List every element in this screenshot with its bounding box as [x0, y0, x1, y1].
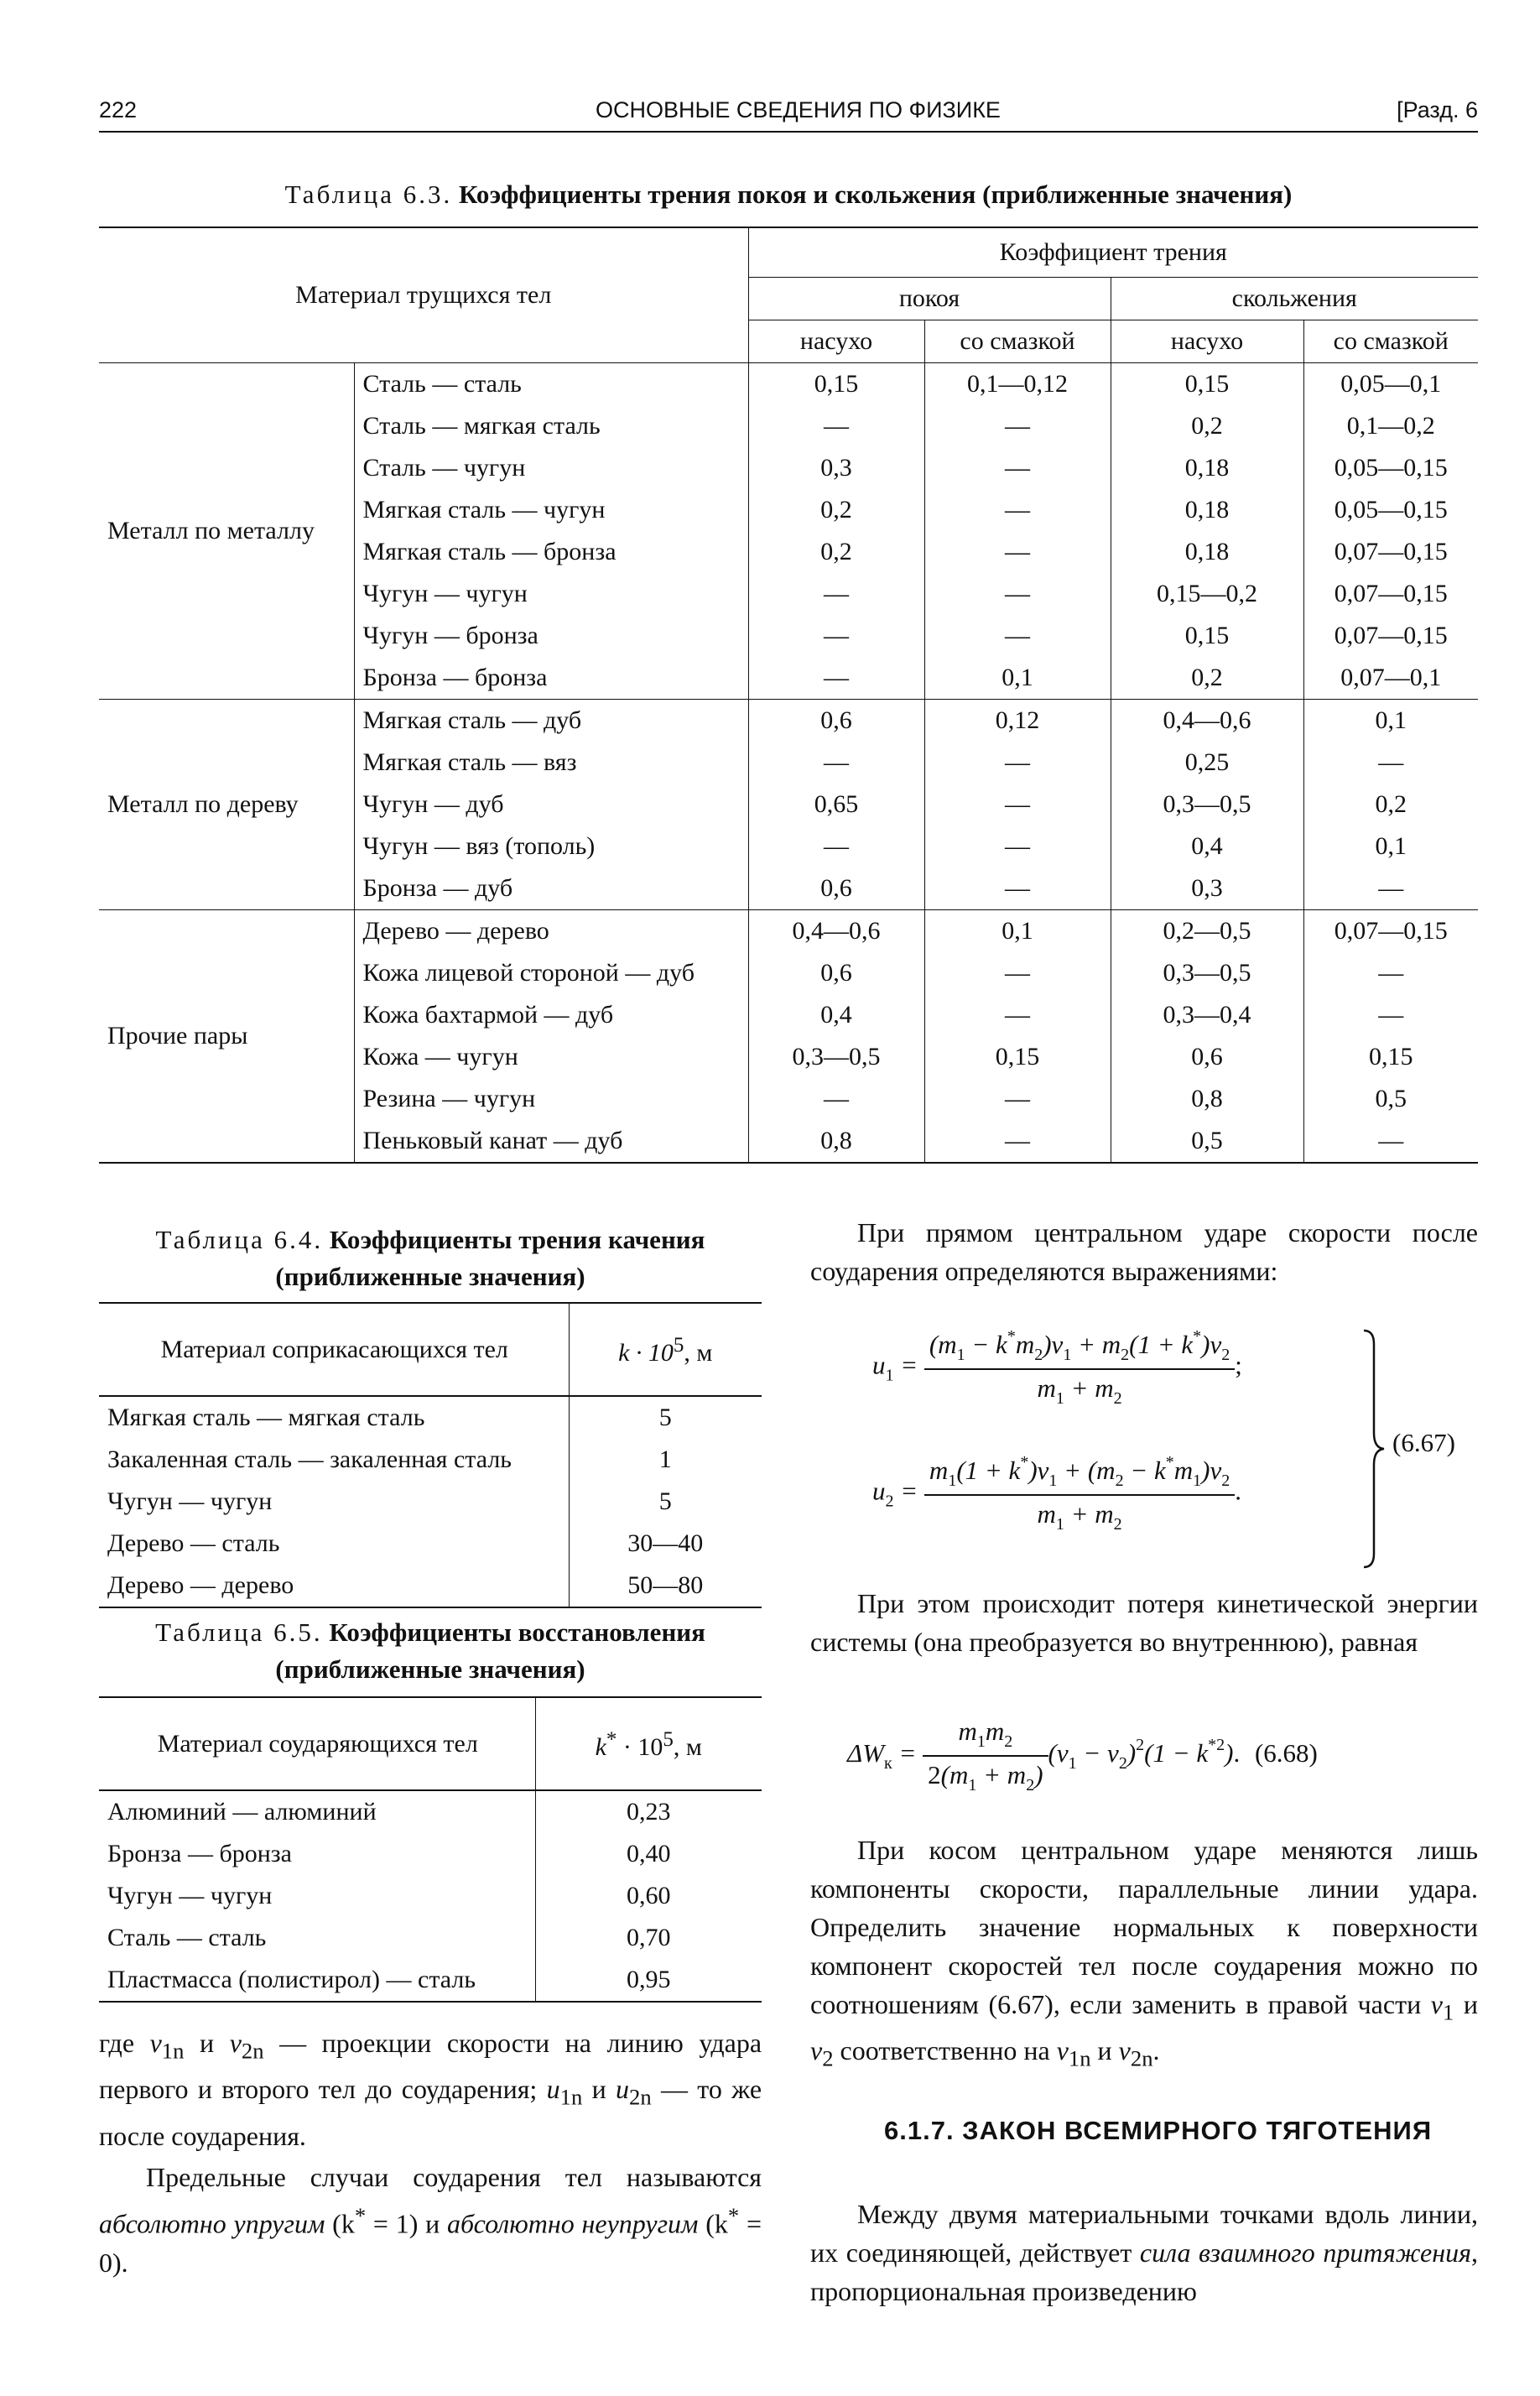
material-pair: Дерево — дерево — [99, 1565, 569, 1607]
material-pair: Сталь — чугун — [354, 447, 748, 489]
coef-value: 0,2 — [1111, 657, 1303, 700]
coef-value: — — [924, 615, 1111, 657]
coef-value: 0,3—0,4 — [1111, 994, 1303, 1036]
coef-value: — — [924, 826, 1111, 867]
material-pair: Пластмасса (полистирол) — сталь — [99, 1959, 535, 2002]
rolling-friction-body — [99, 1396, 762, 1607]
coef-value: 0,8 — [748, 1120, 924, 1163]
coef-value: 0,2 — [1111, 405, 1303, 447]
coef-value: 0,6 — [748, 700, 924, 742]
coef-value: 0,15 — [748, 363, 924, 406]
coef-value: — — [1303, 1120, 1478, 1163]
col-value-unit: , м — [673, 1733, 702, 1761]
coef-value: 0,15 — [924, 1036, 1111, 1078]
italic-term: абсолютно неупругим — [446, 2208, 699, 2239]
eq-6-67-label: (6.67) — [1392, 1428, 1455, 1457]
coef-value: — — [1303, 952, 1478, 994]
material-pair: Мягкая сталь — дуб — [354, 700, 748, 742]
coef-value: — — [748, 405, 924, 447]
coef-value: 0,60 — [627, 1882, 671, 1909]
material-pair: Мягкая сталь — бронза — [354, 531, 748, 573]
energy-loss-paragraph: При этом происходит потеря кинетической энергии системы (она преобразуется во внутреннюю), равная — [810, 1588, 1478, 1657]
coef-value: 0,2 — [748, 489, 924, 531]
coef-value: 0,05—0,1 — [1303, 363, 1478, 406]
oblique-impact-paragraph — [810, 1831, 1478, 2078]
coef-value: 0,15—0,2 — [1111, 573, 1303, 615]
table-row — [99, 910, 1478, 953]
gravity-paragraph — [810, 2195, 1478, 2310]
col-material: Материал соударяющихся тел — [99, 1697, 535, 1790]
table-row — [99, 1959, 762, 2002]
italic-term: сила взаимного притяжения — [1139, 2237, 1472, 2268]
friction-table-body — [99, 227, 1478, 1163]
text: где — [99, 2028, 150, 2058]
symbol-v: v — [1118, 2035, 1131, 2066]
coef-value: — — [924, 784, 1111, 826]
material-pair: Чугун — чугун — [354, 573, 748, 615]
col-rest: покоя — [748, 278, 1111, 320]
header-rule — [99, 131, 1478, 133]
text: = 1) и — [366, 2208, 447, 2239]
table-row — [99, 1875, 762, 1917]
coef-value: 0,40 — [627, 1840, 671, 1867]
coef-value: 0,18 — [1111, 489, 1303, 531]
subscript: 1n — [559, 2084, 583, 2110]
table-row — [99, 363, 1478, 406]
coef-value: 0,05—0,15 — [1303, 447, 1478, 489]
col-value — [535, 1697, 762, 1790]
symbol-v: v — [1056, 2035, 1069, 2066]
material-pair: Бронза — бронза — [354, 657, 748, 700]
material-pair: Бронза — дуб — [354, 867, 748, 910]
coef-value: 0,18 — [1111, 447, 1303, 489]
col-value-unit: , м — [684, 1339, 713, 1367]
coef-value: 0,6 — [1111, 1036, 1303, 1078]
coef-value: 0,15 — [1111, 615, 1303, 657]
coef-value: — — [924, 952, 1111, 994]
coef-value: 0,1—0,12 — [924, 363, 1111, 406]
limit-cases-paragraph — [99, 2158, 762, 2282]
group-label: Металл по дереву — [99, 700, 354, 910]
col-rest-dry: насухо — [748, 320, 924, 363]
coef-value: 1 — [658, 1445, 672, 1473]
text: Между двумя материальными точками вдоль линии, их соединяющей, действует — [810, 2199, 1478, 2268]
text: — проекции скорости на линию удара первого и второго тел до соударения; — [99, 2028, 762, 2105]
subscript: 1n — [161, 2038, 185, 2064]
restitution-table — [99, 1696, 762, 2003]
col-value-exp: 5 — [663, 1728, 674, 1751]
coef-value: 0,2 — [748, 531, 924, 573]
text: При косом центральном ударе меняются лишь компоненты скорости, параллельные линии удара. Определить значение нормальных к поверхности компонент скоростей тел после соударения можно по соотношениям (6.67), если заменить в правой части — [810, 1835, 1478, 2019]
coef-value: — — [924, 573, 1111, 615]
col-slide-dry: насухо — [1111, 320, 1303, 363]
italic-term: абсолютно упругим — [99, 2208, 325, 2239]
col-material: Материал соприкасающихся тел — [99, 1303, 569, 1396]
coef-value: 0,15 — [1111, 363, 1303, 406]
coef-value: — — [924, 447, 1111, 489]
caption-label: Таблица 6.5. — [155, 1617, 323, 1647]
coef-value: 0,1 — [1303, 700, 1478, 742]
coef-value: 0,07—0,15 — [1303, 531, 1478, 573]
coef-value: 0,25 — [1111, 742, 1303, 784]
material-pair: Мягкая сталь — вяз — [354, 742, 748, 784]
text: и — [582, 2074, 617, 2105]
coef-value: — — [748, 742, 924, 784]
table65-caption — [99, 1614, 762, 1688]
group-label: Металл по металлу — [99, 363, 354, 700]
material-pair: Сталь — сталь — [354, 363, 748, 406]
coef-value: — — [1303, 867, 1478, 910]
symbol-v: v — [810, 2035, 823, 2066]
text: . — [1152, 2035, 1160, 2066]
col-material: Материал трущихся тел — [295, 281, 552, 309]
coef-value: 0,3—0,5 — [1111, 784, 1303, 826]
coef-value: 0,4 — [1111, 826, 1303, 867]
coef-value: 0,5 — [1303, 1078, 1478, 1120]
col-value — [569, 1303, 762, 1396]
coef-value: — — [1303, 742, 1478, 784]
projection-paragraph — [99, 2024, 762, 2155]
coef-value: 0,3 — [748, 447, 924, 489]
table-row — [99, 1523, 762, 1565]
col-rest-lub: со смазкой — [924, 320, 1111, 363]
col-value-pre: k — [595, 1733, 606, 1761]
equation-brace — [1362, 1327, 1387, 1570]
material-pair: Сталь — мягкая сталь — [354, 405, 748, 447]
caption-label: Таблица 6.4. — [155, 1225, 324, 1254]
caption-subtitle: (приближенные значения) — [275, 1654, 585, 1684]
symbol-v: v — [1430, 1989, 1443, 2019]
coef-value: 0,07—0,1 — [1303, 657, 1478, 700]
coef-value: 0,15 — [1303, 1036, 1478, 1078]
text: , пропорциональная произведению — [810, 2237, 1479, 2306]
coef-value: — — [748, 657, 924, 700]
table-row — [99, 1917, 762, 1959]
coef-value: 0,4—0,6 — [748, 910, 924, 953]
material-pair: Мягкая сталь — мягкая сталь — [99, 1396, 569, 1439]
caption-title: Коэффициенты восстановления — [329, 1617, 705, 1647]
eq-6-68-label: (6.68) — [1254, 1738, 1318, 1768]
coef-value: 0,18 — [1111, 531, 1303, 573]
text: Предельные случаи соударения тел называются — [146, 2162, 762, 2192]
col-coefficient: Коэффициент трения — [748, 227, 1478, 278]
coef-value: — — [748, 573, 924, 615]
coef-value: 0,6 — [748, 952, 924, 994]
coef-value: 0,3—0,5 — [1111, 952, 1303, 994]
coef-value: — — [1303, 994, 1478, 1036]
coef-value: — — [924, 489, 1111, 531]
material-pair: Резина — чугун — [354, 1078, 748, 1120]
coef-value: 0,23 — [627, 1798, 671, 1826]
running-header — [99, 91, 1478, 129]
equation-6-68: $\Delta W_к$ = $\frac{m_1m_2}{2(m_1 + m_2)}$ $(v_1 - v_2)^2(1 - k^{*2})$. (6.68) — [847, 1716, 1318, 1794]
coef-value: — — [924, 531, 1111, 573]
rolling-friction-table — [99, 1302, 762, 1608]
col-value-pre: k · 10 — [618, 1339, 674, 1367]
eq-u1: $u_1$ = $\frac{(m_1 - k^*m_2)v_1 + m_2(1 + k^*)v_2}{m_1 + m_2}$ ; — [872, 1327, 1242, 1408]
star: * — [727, 2203, 740, 2228]
coef-value: 0,07—0,15 — [1303, 615, 1478, 657]
table64-caption — [99, 1221, 762, 1295]
caption-subtitle: (приближенные значения) — [275, 1262, 585, 1291]
symbol-u: u — [616, 2074, 630, 2105]
material-pair: Бронза — бронза — [99, 1833, 535, 1875]
material-pair: Чугун — вяз (тополь) — [354, 826, 748, 867]
equation-6-67 — [847, 1327, 1485, 1570]
material-pair: Чугун — чугун — [99, 1875, 535, 1917]
coef-value: 0,70 — [627, 1924, 671, 1951]
material-pair: Кожа бахтармой — дуб — [354, 994, 748, 1036]
material-pair: Кожа лицевой стороной — дуб — [354, 952, 748, 994]
symbol-v: v — [229, 2028, 242, 2058]
coef-value: — — [924, 867, 1111, 910]
coef-value: 0,1 — [924, 910, 1111, 953]
eq-u2: $u_2$ = $\frac{m_1(1 + k^*)v_1 + (m_2 - k^*m_1)v_2}{m_1 + m_2}$ . — [872, 1453, 1241, 1534]
material-pair: Дерево — сталь — [99, 1523, 569, 1565]
material-pair: Кожа — чугун — [354, 1036, 748, 1078]
coef-value: — — [924, 405, 1111, 447]
caption-title: Коэффициенты трения качения — [329, 1225, 705, 1254]
coef-value: 0,1 — [1303, 826, 1478, 867]
subscript: 2n — [1130, 2045, 1153, 2071]
coef-value: 0,12 — [924, 700, 1111, 742]
coef-value: — — [748, 1078, 924, 1120]
col-slide-lub: со смазкой — [1303, 320, 1478, 363]
coef-value: 0,5 — [1111, 1120, 1303, 1163]
symbol-u: u — [546, 2074, 560, 2105]
coef-value: — — [924, 1078, 1111, 1120]
coef-value: 0,05—0,15 — [1303, 489, 1478, 531]
coef-value: — — [748, 826, 924, 867]
table63-caption — [99, 176, 1478, 213]
table-row — [99, 700, 1478, 742]
symbol-v: v — [149, 2028, 162, 2058]
section-title: 6.1.7. ЗАКОН ВСЕМИРНОГО ТЯГОТЕНИЯ — [884, 2116, 1433, 2145]
material-pair: Алюминий — алюминий — [99, 1790, 535, 1833]
friction-table — [99, 227, 1478, 1164]
coef-value: 5 — [658, 1487, 672, 1515]
coef-value: — — [924, 994, 1111, 1036]
table-row — [99, 1396, 762, 1439]
coef-value: 0,1 — [924, 657, 1111, 700]
table-row — [99, 1439, 762, 1481]
header-section: [Разд. 6 — [1397, 97, 1478, 122]
coef-value: 30—40 — [627, 1529, 704, 1557]
col-value-exp: 5 — [673, 1334, 684, 1357]
coef-value: 0,2 — [1303, 784, 1478, 826]
restitution-body — [99, 1790, 762, 2002]
material-pair: Мягкая сталь — чугун — [354, 489, 748, 531]
coef-value: 0,6 — [748, 867, 924, 910]
page-number: 222 — [99, 97, 138, 122]
subscript: 2n — [629, 2084, 652, 2110]
subscript: 2 — [822, 2045, 834, 2071]
coef-value: 0,3—0,5 — [748, 1036, 924, 1078]
text: — то же после соударения. — [99, 2074, 762, 2151]
material-pair: Пеньковый канат — дуб — [354, 1120, 748, 1163]
material-pair: Чугун — бронза — [354, 615, 748, 657]
group-label: Прочие пары — [99, 910, 354, 1164]
material-pair: Сталь — сталь — [99, 1917, 535, 1959]
coef-value: 50—80 — [627, 1571, 704, 1599]
coef-value: — — [924, 742, 1111, 784]
text: (k — [325, 2208, 355, 2239]
text: соответственно на — [833, 2035, 1057, 2066]
coef-value: 0,95 — [627, 1966, 671, 1993]
coef-value: — — [748, 615, 924, 657]
star: * — [354, 2203, 367, 2228]
text: и — [184, 2028, 230, 2058]
header-title: ОСНОВНЫЕ СВЕДЕНИЯ ПО ФИЗИКЕ — [596, 97, 1001, 122]
subscript: 1 — [1442, 1999, 1454, 2025]
text: и — [1454, 1989, 1479, 2019]
coef-value: 0,65 — [748, 784, 924, 826]
subscript: 2n — [241, 2038, 264, 2064]
col-value-mid: · 10 — [617, 1733, 663, 1761]
material-pair: Дерево — дерево — [354, 910, 748, 953]
text: = 0). — [99, 2208, 762, 2278]
table-row — [99, 1565, 762, 1607]
table-row — [99, 1481, 762, 1523]
coef-value: 0,2—0,5 — [1111, 910, 1303, 953]
coef-value: 5 — [658, 1404, 672, 1431]
subscript: 1n — [1068, 2045, 1091, 2071]
direct-impact-intro: При прямом центральном ударе скорости после соударения определяются выражениями: — [810, 1217, 1478, 1286]
table-row — [99, 1790, 762, 1833]
coef-value: 0,4—0,6 — [1111, 700, 1303, 742]
coef-value: — — [924, 1120, 1111, 1163]
text: (k — [698, 2208, 728, 2239]
material-pair: Чугун — чугун — [99, 1481, 569, 1523]
table-row — [99, 1833, 762, 1875]
col-slide: скольжения — [1111, 278, 1478, 320]
coef-value: 0,1—0,2 — [1303, 405, 1478, 447]
material-pair: Чугун — дуб — [354, 784, 748, 826]
coef-value: 0,8 — [1111, 1078, 1303, 1120]
caption-label: Таблица 6.3. — [284, 180, 453, 209]
material-pair: Закаленная сталь — закаленная сталь — [99, 1439, 569, 1481]
coef-value: 0,3 — [1111, 867, 1303, 910]
caption-title: Коэффициенты трения покоя и скольжения (приближенные значения) — [458, 180, 1293, 209]
coef-value: 0,07—0,15 — [1303, 573, 1478, 615]
col-value-star: * — [606, 1728, 617, 1751]
coef-value: 0,4 — [748, 994, 924, 1036]
coef-value: 0,07—0,15 — [1303, 910, 1478, 953]
text: и — [1090, 2035, 1119, 2066]
